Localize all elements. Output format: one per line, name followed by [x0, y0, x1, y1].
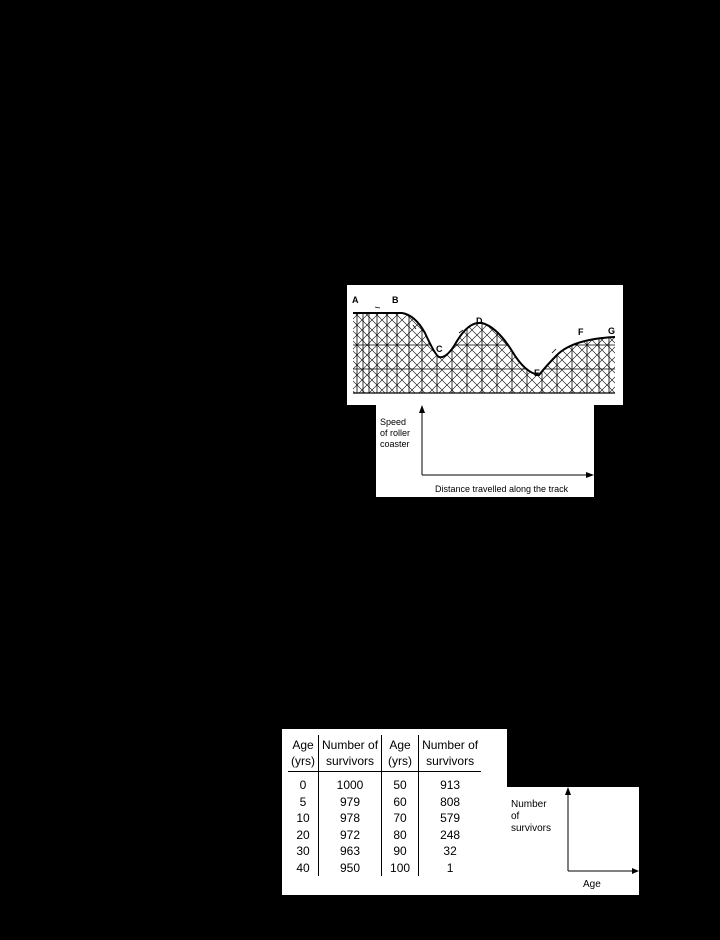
speed-graph — [376, 405, 594, 497]
point-label-c: C — [436, 344, 443, 354]
table-cell-age1: 0 — [299, 778, 307, 792]
table-row — [288, 860, 481, 877]
table-cell-age2: 60 — [382, 794, 419, 811]
table-cell-age1: 30 — [296, 844, 310, 858]
survival-table — [288, 735, 481, 876]
survival-table-body — [288, 772, 481, 877]
table-cell-surv1: 972 — [319, 827, 382, 844]
table-cell-surv2: 32 — [419, 843, 482, 860]
survivors-graph — [507, 787, 639, 895]
table-cell-age2: 100 — [382, 860, 419, 877]
point-label-g: G — [608, 326, 616, 336]
table-row — [288, 843, 481, 860]
table-cell-surv2: 808 — [419, 794, 482, 811]
table-cell-age1: 20 — [296, 827, 310, 842]
roller-coaster-diagram — [347, 285, 623, 405]
table-cell-surv1: 978 — [319, 810, 382, 827]
table-cell-surv1: 1000 — [319, 772, 382, 794]
table-row — [288, 772, 481, 794]
header-age-1: Age (yrs) — [288, 735, 319, 772]
table-cell-age1: 40 — [296, 860, 310, 875]
survival-table-panel — [282, 729, 507, 895]
table-row — [288, 827, 481, 844]
table-cell-surv2: 579 — [419, 810, 482, 827]
table-row — [288, 810, 481, 827]
header-age-2: Age (yrs) — [382, 735, 419, 772]
survivors-axis-label: Number of survivors — [511, 799, 552, 834]
header-survivors-1: Number of survivors — [319, 735, 382, 772]
point-label-e: E — [534, 368, 541, 378]
distance-axis-label: Distance travelled along the track — [435, 484, 569, 494]
table-cell-surv2: 913 — [419, 772, 482, 794]
table-cell-age2: 90 — [382, 843, 419, 860]
point-label-a: A — [352, 295, 359, 305]
age-axis-label: Age — [583, 879, 601, 890]
table-cell-age2: 50 — [382, 772, 419, 794]
point-label-d: D — [476, 316, 483, 326]
table-cell-surv1: 963 — [319, 843, 382, 860]
table-row — [288, 794, 481, 811]
roller-coaster-svg — [347, 285, 623, 405]
table-cell-age1: 5 — [299, 794, 307, 809]
point-label-f: F — [578, 327, 584, 337]
header-survivors-2: Number of survivors — [419, 735, 482, 772]
speed-axis-label: Speed of roller coaster — [380, 417, 411, 449]
table-cell-age1: 10 — [296, 811, 310, 825]
table-cell-age2: 70 — [382, 810, 419, 827]
table-cell-surv1: 979 — [319, 794, 382, 811]
table-cell-age2: 80 — [382, 827, 419, 844]
table-cell-surv1: 950 — [319, 860, 382, 877]
support-structure — [353, 305, 615, 395]
table-cell-surv2: 248 — [419, 827, 482, 844]
table-cell-surv2: 1 — [419, 860, 482, 877]
point-label-b: B — [392, 295, 399, 305]
